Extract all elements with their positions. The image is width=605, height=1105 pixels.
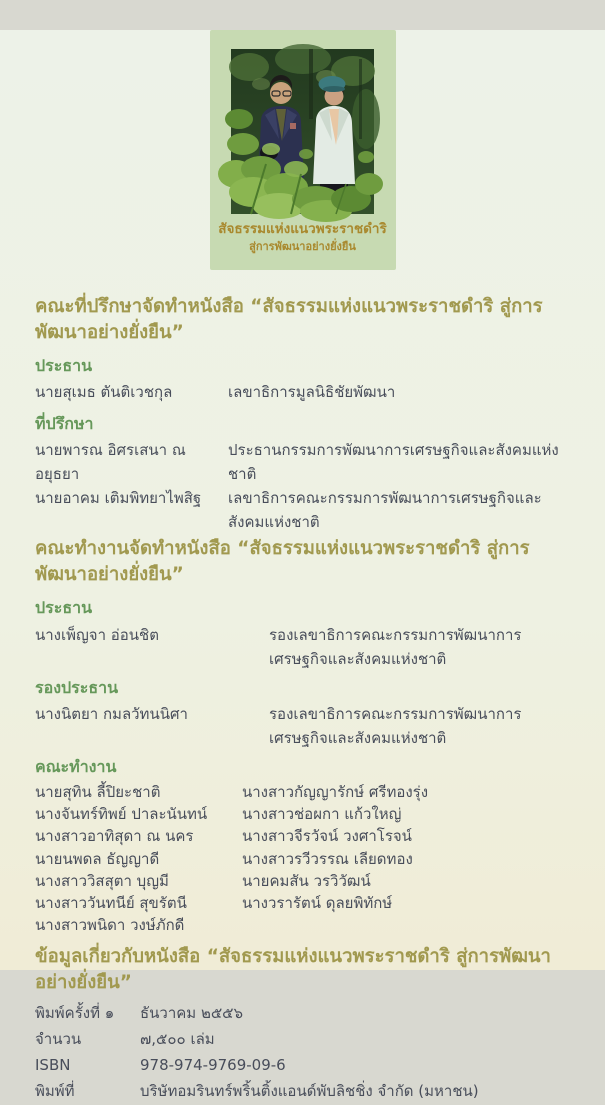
info-label: พิมพ์ครั้งที่ ๑ (35, 1004, 115, 1023)
info-value: บริษัทอมรินทร์พริ้นติ้งแอนด์พับลิชชิ่ง จำกัด (มหาชน) (140, 1081, 479, 1100)
info-value: 978-974-9769-09-6 (140, 1056, 286, 1075)
person-title: ประธานกรรมการพัฒนาการเศรษฐกิจและสังคมแห่งชาติ (228, 441, 559, 484)
member-name: นายนพดล ธัญญาดี (35, 849, 160, 868)
working-group-vice-chair-role-label: รองประธาน (35, 677, 119, 697)
info-value: ธันวาคม ๒๕๕๖ (140, 1004, 244, 1023)
working-group-chair-role-label: ประธาน (35, 598, 93, 618)
info-row-printer (35, 1079, 570, 1105)
info-label: ISBN (35, 1056, 71, 1075)
person-title: รองเลขาธิการคณะกรรมการพัฒนาการเศรษฐกิจและสังคมแห่งชาติ (269, 704, 522, 747)
info-row-print-run (35, 1027, 570, 1053)
person-row (35, 702, 570, 750)
member-name: นางจันทร์ทิพย์ ปาละนันทน์ (35, 805, 208, 824)
person-name: นายพารณ อิศรเสนา ณ อยุธยา (35, 441, 186, 484)
info-row-edition (35, 1001, 570, 1027)
advisory-board-heading: คณะที่ปรึกษาจัดทำหนังสือ “สัจธรรมแห่งแนวพระราชดำริ สู่การพัฒนาอย่างยั่งยืน” (35, 295, 543, 343)
members-column-2 (242, 781, 570, 935)
page-content (0, 294, 605, 1105)
person-title: เลขาธิการคณะกรรมการพัฒนาการเศรษฐกิจและสังคมแห่งชาติ (228, 489, 542, 532)
info-label: จำนวน (35, 1030, 82, 1049)
person-row (35, 486, 570, 534)
person-row (35, 438, 570, 486)
working-group-members-grid (35, 781, 570, 935)
person-title: รองเลขาธิการคณะกรรมการพัฒนาการเศรษฐกิจและสังคมแห่งชาติ (269, 625, 522, 668)
person-name: นางเพ็ญจา อ่อนชิต (35, 625, 159, 644)
info-label: พิมพ์ที่ (35, 1081, 75, 1100)
member-name: นายคมสัน วรวิวัฒน์ (242, 871, 371, 890)
members-column-1 (35, 781, 242, 935)
photo-caption-line2: สู่การพัฒนาอย่างยั่งยืน (249, 239, 356, 253)
member-name: นางสาวอาทิสุดา ณ นคร (35, 827, 194, 846)
person-name: นายสุเมธ ตันติเวชกุล (35, 383, 173, 402)
forest-photo-illustration (231, 49, 374, 214)
person-row (35, 623, 570, 671)
photo-caption-line1: สัจธรรมแห่งแนวพระราชดำริ (218, 221, 387, 237)
person-name: นางนิตยา กมลวัทนนิศา (35, 704, 188, 723)
book-colophon-page (0, 30, 605, 1100)
member-name: นางสาวช่อผกา แก้วใหญ่ (242, 805, 402, 824)
book-info-heading: ข้อมูลเกี่ยวกับหนังสือ “สัจธรรมแห่งแนวพระราชดำริ สู่การพัฒนาอย่างยั่งยืน” (35, 945, 551, 993)
member-name: นางสาวรวีวรรณ เลียดทอง (242, 849, 413, 868)
advisors-role-label: ที่ปรึกษา (35, 414, 94, 434)
info-value: ๗,๕๐๐ เล่ม (140, 1030, 215, 1049)
cover-photo-card (210, 30, 396, 270)
member-name: นางสาววิสสุตา บุญมี (35, 871, 169, 890)
working-group-heading: คณะทำงานจัดทำหนังสือ “สัจธรรมแห่งแนวพระราชดำริ สู่การพัฒนาอย่างยั่งยืน” (35, 538, 530, 586)
advisory-chairman-role-label: ประธาน (35, 355, 93, 375)
working-group-members-role-label: คณะทำงาน (35, 756, 117, 776)
member-name: นางสาวจีรวัจน์ วงศาโรจน์ (242, 827, 412, 846)
person-row (35, 380, 570, 404)
member-name: นายสุทิน ลี้ปิยะชาติ (35, 783, 161, 802)
info-row-isbn (35, 1053, 570, 1079)
member-name: นางวรารัตน์ ดุลยพิทักษ์ (242, 893, 393, 912)
royal-couple-forest-photo (231, 49, 374, 214)
person-name: นายอาคม เติมพิทยาไพสิฐ (35, 489, 202, 508)
member-name: นางสาวกัญญารักษ์ ศรีทองรุ่ง (242, 783, 429, 802)
member-name: นางสาวพนิดา วงษ์ภักดี (35, 915, 185, 934)
member-name: นางสาววันทนีย์ สุขรัตนี (35, 893, 187, 912)
person-title: เลขาธิการมูลนิธิชัยพัฒนา (228, 383, 396, 402)
book-info-rows (35, 1001, 570, 1104)
